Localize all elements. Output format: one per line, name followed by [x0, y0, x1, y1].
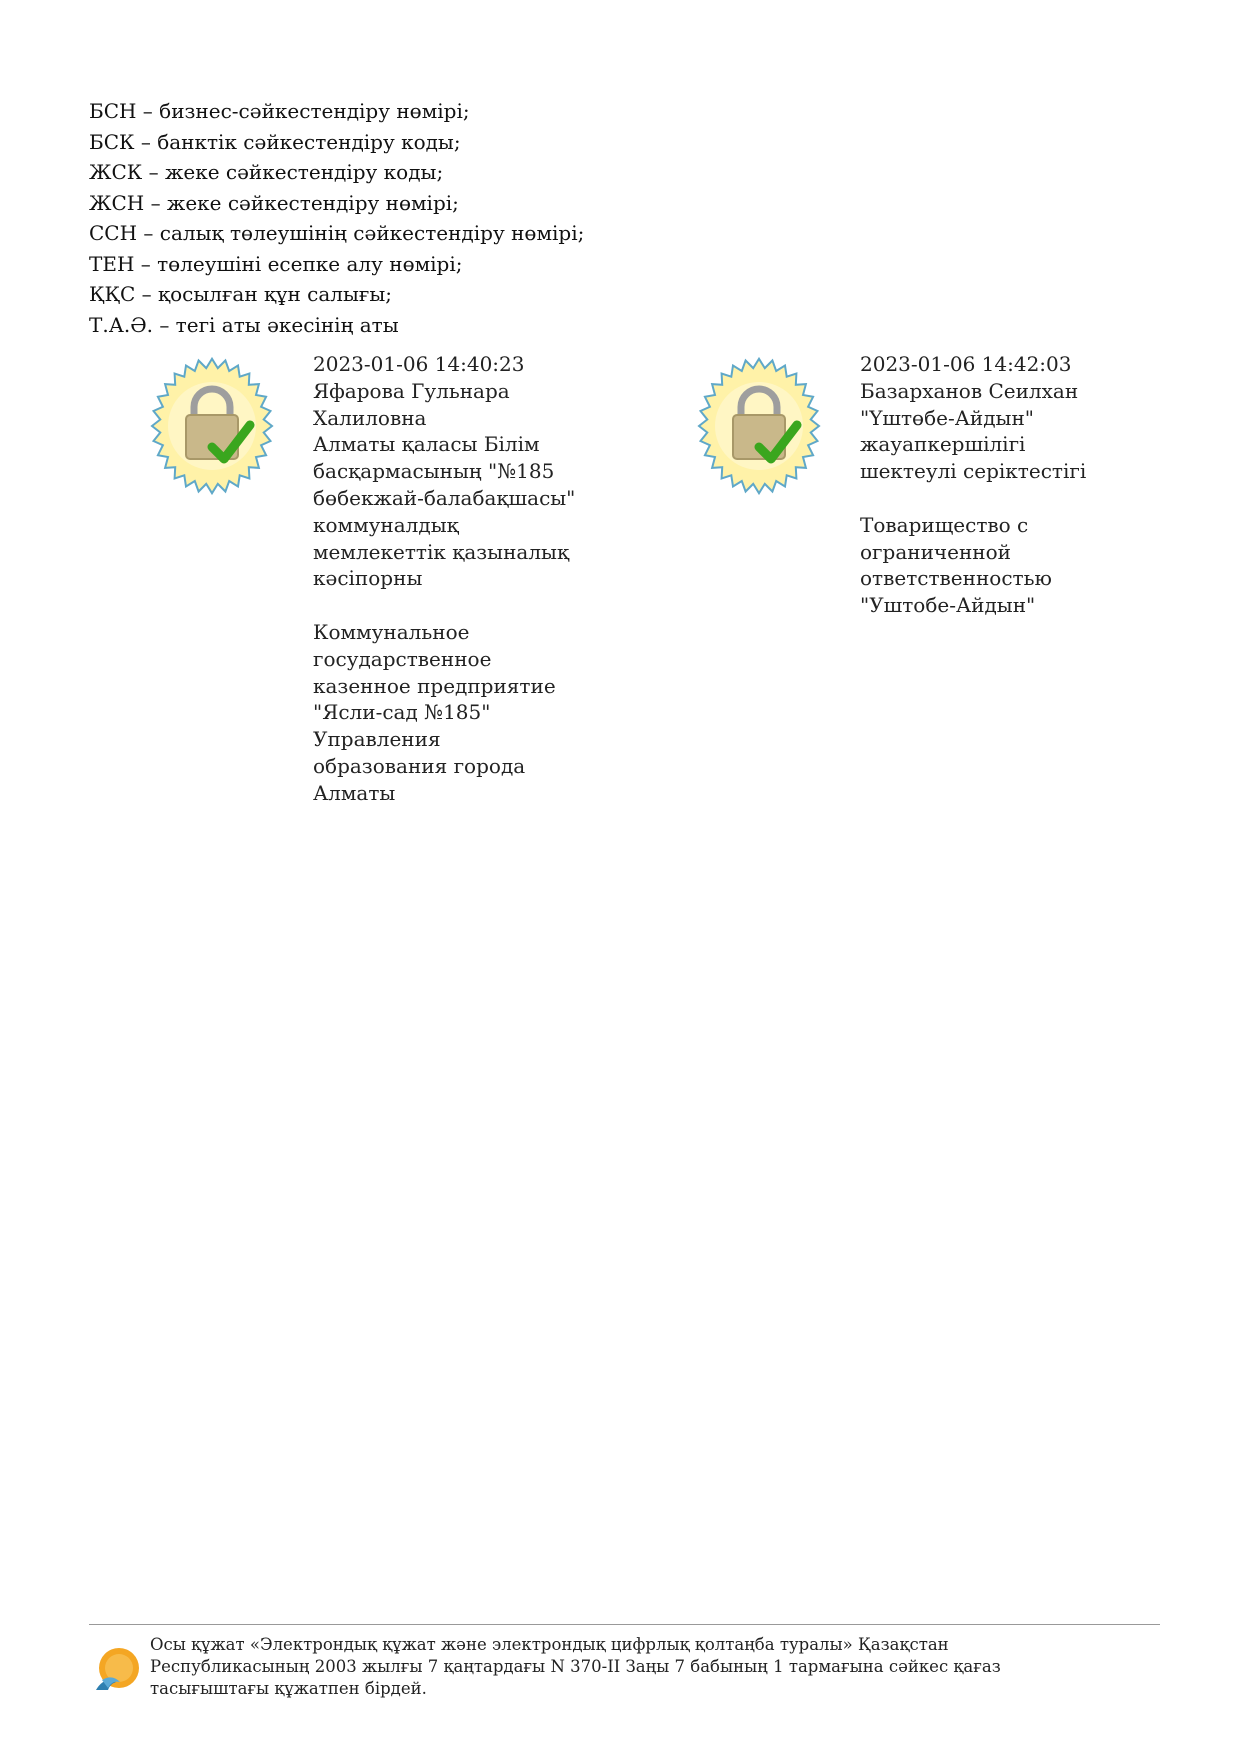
org-line-kz: Алматы қаласы Білім [313, 432, 540, 457]
abbreviation-item: ҚҚС – қосылған құн салығы; [89, 282, 393, 306]
signature-details [313, 351, 603, 807]
footnote-line: Республикасының 2003 жылғы 7 қаңтардағы N 370-II Заңы 7 бабының 1 тармағына сәйкес қағаз [150, 1657, 1001, 1676]
abbreviation-item: ССН – салық төлеушінің сәйкестендіру нөмірі; [89, 221, 585, 245]
org-line-ru: ответственностью [860, 566, 1052, 591]
org-line-ru: Коммунальное [313, 619, 470, 644]
footer-divider [89, 1624, 1160, 1625]
org-line-kz: кәсіпорны [313, 566, 423, 591]
org-line-kz: мемлекеттік қазыналық [313, 539, 570, 564]
sun-logo-icon [92, 1646, 142, 1696]
org-line-kz: бөбекжай-балабақшасы" [313, 485, 576, 510]
signer-line: Яфарова Гульнара [313, 378, 510, 403]
signature-seal-icon [697, 347, 821, 505]
org-line-ru: "Ясли-сад №185" [313, 700, 491, 725]
org-line-ru: казенное предприятие [313, 673, 556, 698]
org-line-ru: Алматы [313, 780, 396, 805]
signature-details [860, 351, 1120, 619]
footnote-line: Осы құжат «Электрондық құжат және электрондық цифрлық қолтаңба туралы» Қазақстан [150, 1635, 949, 1654]
signer-line: Халиловна [313, 405, 427, 430]
abbreviation-item: ТЕН – төлеушіні есепке алу нөмірі; [89, 251, 463, 276]
abbreviation-item: БСК – банктік сәйкестендіру коды; [89, 129, 461, 154]
org-line-kz: басқармасының "№185 [313, 459, 555, 484]
abbreviation-item: БСН – бизнес-сәйкестендіру нөмірі; [89, 99, 470, 123]
org-line-kz: шектеулі серіктестігі [860, 459, 1087, 484]
abbreviations-list [89, 96, 584, 340]
org-line-ru: Управления [313, 727, 441, 752]
signature-timestamp: 2023-01-06 14:40:23 [313, 352, 525, 376]
org-line-kz: "Үштөбе-Айдын" [860, 405, 1034, 430]
abbreviation-item: ЖСН – жеке сәйкестендіру нөмірі; [89, 190, 459, 215]
signature-seal-icon [150, 347, 274, 505]
abbreviation-item: Т.А.Ә. – тегі аты әкесінің аты [89, 312, 399, 337]
signature-timestamp: 2023-01-06 14:42:03 [860, 352, 1072, 376]
footnote-line: тасығыштағы құжатпен бірдей. [150, 1679, 427, 1698]
org-line-ru: государственное [313, 646, 492, 671]
legal-footnote [150, 1634, 1150, 1700]
org-line-ru: ограниченной [860, 539, 1011, 564]
signer-line: Базарханов Сеилхан [860, 378, 1079, 403]
org-line-ru: образования города [313, 753, 526, 778]
org-line-ru: Товарищество с [860, 512, 1029, 537]
abbreviation-item: ЖСК – жеке сәйкестендіру коды; [89, 160, 444, 184]
org-line-ru: "Уштобе-Айдын" [860, 593, 1036, 618]
org-line-kz: жауапкершілігі [860, 432, 1026, 457]
org-line-kz: коммуналдық [313, 512, 459, 537]
